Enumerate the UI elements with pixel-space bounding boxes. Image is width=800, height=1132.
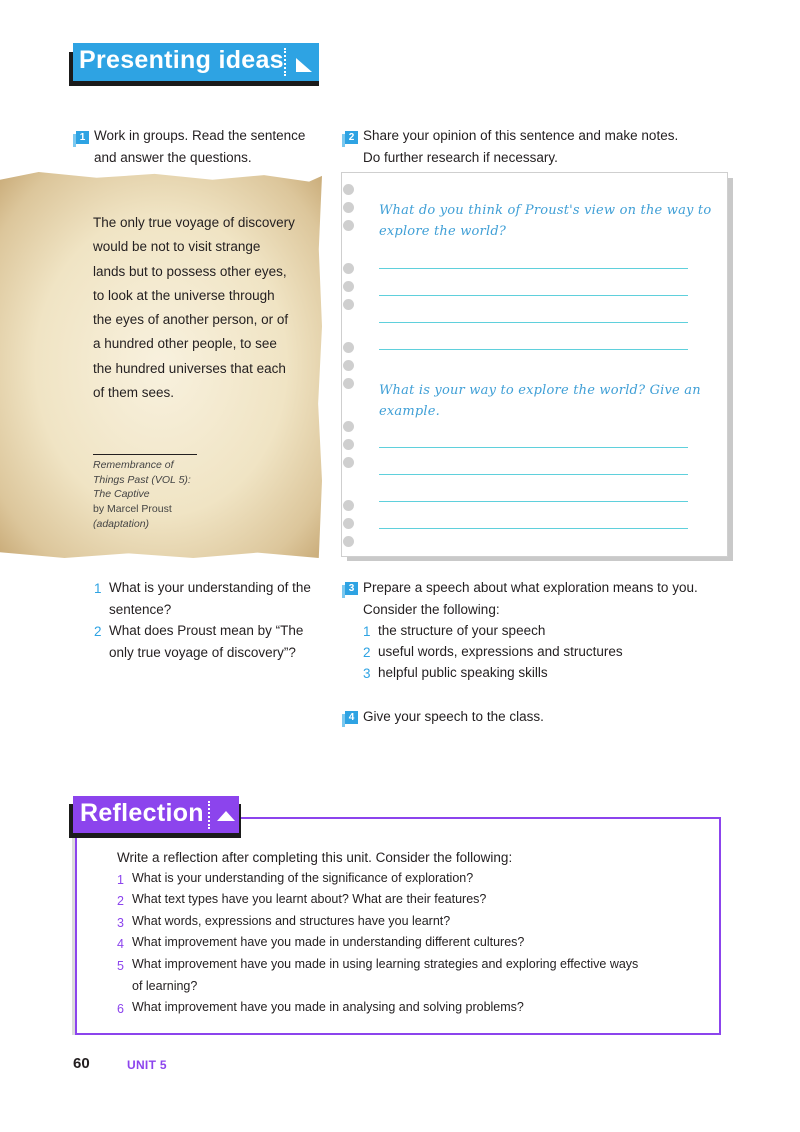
source-title-line: Remembrance of bbox=[93, 459, 174, 471]
task-number-3: 3 bbox=[345, 582, 358, 595]
header-divider bbox=[208, 801, 210, 829]
writing-line[interactable] bbox=[379, 268, 688, 269]
quote-line: The only true voyage of discovery bbox=[93, 215, 295, 230]
task-3-item-2: useful words, expressions and structures bbox=[378, 644, 623, 659]
header-divider bbox=[284, 48, 286, 76]
reflection-item-number: 2 bbox=[117, 894, 124, 908]
question-number: 2 bbox=[94, 624, 102, 639]
task-3-line: Consider the following: bbox=[363, 601, 500, 617]
task-3-line: Prepare a speech about what exploration means to you. bbox=[363, 580, 698, 595]
reflection-item-number: 3 bbox=[117, 916, 124, 930]
writing-line[interactable] bbox=[379, 501, 688, 502]
item-number: 1 bbox=[363, 624, 371, 639]
task-1-line: Work in groups. Read the sentence bbox=[94, 128, 306, 143]
task-3-instructions bbox=[363, 577, 698, 620]
reflection-item-3: What words, expressions and structures have you learnt? bbox=[132, 914, 451, 928]
binder-hole bbox=[343, 220, 354, 231]
page-number: 60 bbox=[73, 1055, 90, 1072]
binder-hole bbox=[343, 342, 354, 353]
quote-line: of them sees. bbox=[93, 385, 175, 401]
quote-line: the hundred universes that each bbox=[93, 360, 286, 376]
prompt-line: example. bbox=[379, 404, 441, 419]
binder-hole bbox=[343, 263, 354, 274]
quote-line: lands but to possess other eyes, bbox=[93, 263, 287, 279]
section-title: Presenting ideas bbox=[79, 46, 284, 74]
binder-hole bbox=[343, 281, 354, 292]
prompt-line: explore the world? bbox=[379, 224, 507, 239]
binder-hole bbox=[343, 536, 354, 547]
question-2 bbox=[109, 620, 303, 663]
reflection-intro: Write a reflection after completing this unit. Consider the following: bbox=[117, 850, 513, 865]
writing-line[interactable] bbox=[379, 322, 688, 323]
quote-line: the eyes of another person, or of bbox=[93, 312, 289, 328]
quote-source bbox=[93, 458, 191, 532]
reflection-item-number: 4 bbox=[117, 937, 124, 951]
binder-hole bbox=[343, 299, 354, 310]
source-title-line: Things Past (VOL 5): bbox=[93, 473, 191, 486]
reflection-item-6: What improvement have you made in analysing and solving problems? bbox=[132, 1000, 524, 1014]
writing-line[interactable] bbox=[379, 349, 688, 350]
task-number-1: 1 bbox=[76, 131, 89, 144]
question-line: What is your understanding of the bbox=[109, 580, 311, 595]
corner-triangle-icon bbox=[294, 54, 314, 74]
notebook-prompt-2 bbox=[379, 380, 701, 422]
reflection-item-4: What improvement have you made in understanding different cultures? bbox=[132, 935, 525, 949]
binder-hole bbox=[343, 518, 354, 529]
unit-label: UNIT 5 bbox=[127, 1058, 167, 1072]
task-4-instructions: Give your speech to the class. bbox=[363, 709, 544, 724]
quote-line: to look at the universe through bbox=[93, 287, 275, 303]
source-divider bbox=[93, 454, 197, 455]
task-1-line: and answer the questions. bbox=[94, 149, 252, 165]
question-line: sentence? bbox=[109, 601, 172, 617]
reflection-title: Reflection bbox=[80, 799, 204, 827]
task-2-line: Do further research if necessary. bbox=[363, 149, 558, 165]
reflection-item-number: 5 bbox=[117, 959, 124, 973]
source-title-line: The Captive bbox=[93, 488, 150, 501]
task-number-4: 4 bbox=[345, 711, 358, 724]
reflection-item-number: 6 bbox=[117, 1002, 124, 1016]
binder-hole bbox=[343, 360, 354, 371]
quote-line: a hundred other people, to see bbox=[93, 336, 277, 352]
question-1 bbox=[109, 577, 311, 620]
binder-hole bbox=[343, 439, 354, 450]
prompt-line: What do you think of Proust's view on the way to bbox=[379, 203, 712, 218]
task-1-instructions bbox=[94, 125, 305, 168]
binder-hole bbox=[343, 457, 354, 468]
source-author: by Marcel Proust bbox=[93, 503, 172, 516]
notebook-prompt-1 bbox=[379, 200, 711, 242]
question-line: only true voyage of discovery”? bbox=[109, 644, 296, 660]
task-2-line: Share your opinion of this sentence and make notes. bbox=[363, 128, 679, 143]
binder-hole bbox=[343, 378, 354, 389]
question-number: 1 bbox=[94, 581, 102, 596]
proust-quote bbox=[93, 211, 308, 405]
task-2-instructions bbox=[363, 125, 678, 168]
item-number: 2 bbox=[363, 645, 371, 660]
writing-line[interactable] bbox=[379, 447, 688, 448]
reflection-line: of learning? bbox=[132, 978, 198, 993]
item-number: 3 bbox=[363, 666, 371, 681]
reflection-item-2: What text types have you learnt about? What are their features? bbox=[132, 892, 487, 906]
prompt-line: What is your way to explore the world? Give an bbox=[379, 383, 701, 398]
writing-line[interactable] bbox=[379, 295, 688, 296]
reflection-item-number: 1 bbox=[117, 873, 124, 887]
writing-line[interactable] bbox=[379, 528, 688, 529]
task-3-item-1: the structure of your speech bbox=[378, 623, 546, 638]
reflection-line: What improvement have you made in using learning strategies and exploring effective ways bbox=[132, 957, 639, 971]
binder-hole bbox=[343, 421, 354, 432]
task-3-item-3: helpful public speaking skills bbox=[378, 665, 548, 680]
reflection-item-5 bbox=[132, 954, 638, 997]
triangle-up-icon bbox=[216, 807, 236, 823]
task-number-2: 2 bbox=[345, 131, 358, 144]
quote-line: would be not to visit strange bbox=[93, 239, 261, 255]
binder-hole bbox=[343, 500, 354, 511]
binder-hole bbox=[343, 184, 354, 195]
binder-hole bbox=[343, 202, 354, 213]
source-note: (adaptation) bbox=[93, 517, 150, 530]
question-line: What does Proust mean by “The bbox=[109, 623, 304, 638]
writing-line[interactable] bbox=[379, 474, 688, 475]
reflection-item-1: What is your understanding of the significance of exploration? bbox=[132, 871, 474, 885]
